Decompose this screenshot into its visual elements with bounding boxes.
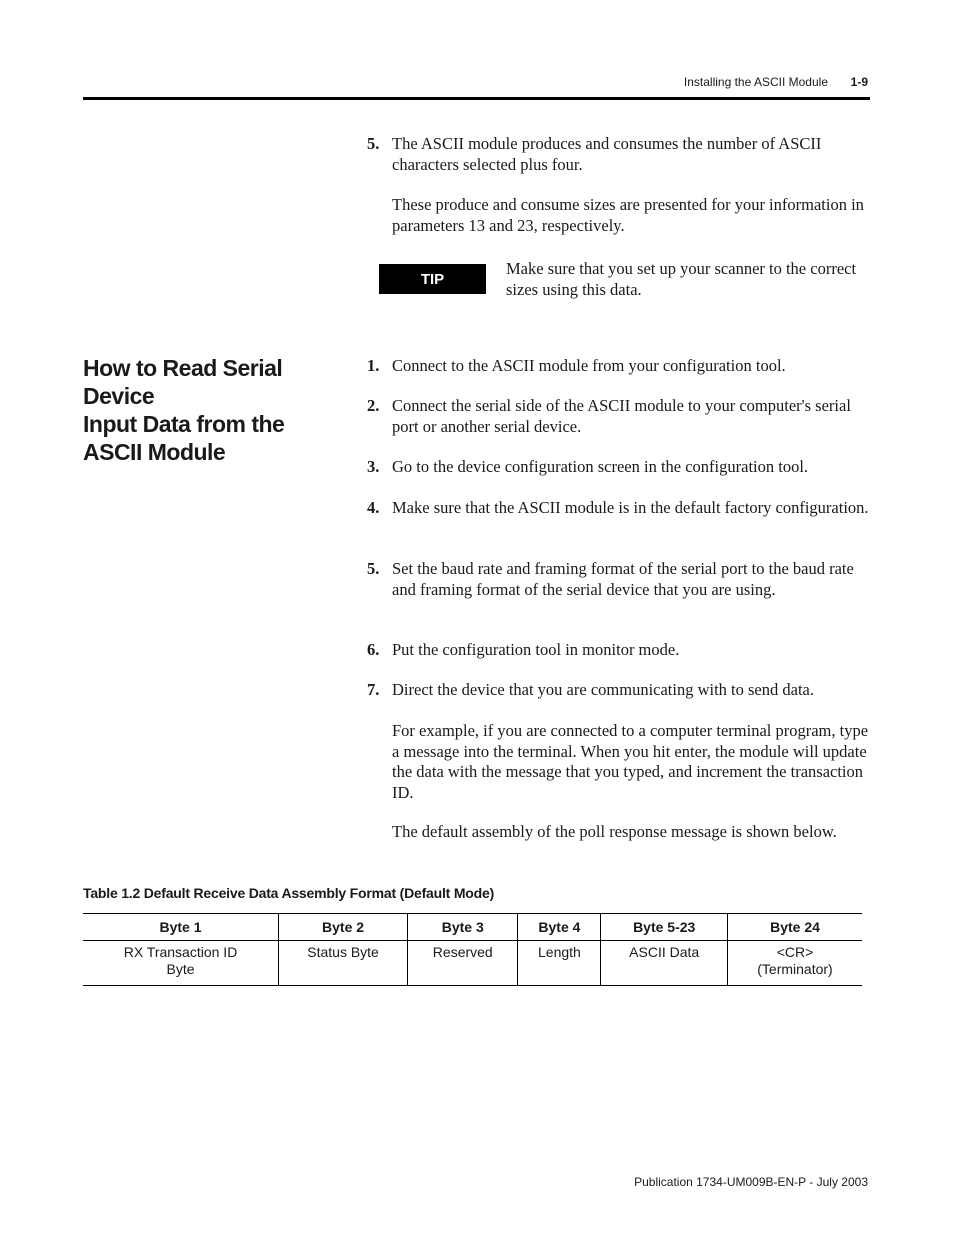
data-table	[83, 913, 862, 986]
column-header: Byte 4	[518, 914, 601, 941]
step-text: The ASCII module produces and consumes the number of ASCII characters selected plus four.	[392, 134, 822, 174]
list-item	[367, 457, 872, 478]
column-header: Byte 5-23	[601, 914, 728, 941]
column-header: Byte 1	[83, 914, 279, 941]
cell-text: ASCII Data	[629, 944, 700, 960]
section-heading	[83, 354, 353, 466]
table-caption: Table 1.2 Default Receive Data Assembly Format (Default Mode)	[83, 885, 495, 901]
column-header: Byte 24	[727, 914, 862, 941]
table-cell	[601, 941, 728, 986]
step-number: 7.	[367, 680, 380, 699]
tip-text: Make sure that you set up your scanner to the correct sizes using this data.	[506, 259, 857, 299]
list-item	[367, 680, 872, 701]
list-item	[367, 498, 872, 519]
step-text: Make sure that the ASCII module is in the default factory configuration.	[392, 498, 869, 517]
step-number: 5.	[367, 134, 380, 153]
column-header: Byte 3	[408, 914, 518, 941]
step-text: Go to the device configuration screen in the configuration tool.	[392, 457, 809, 476]
cell-text: Reserved	[432, 944, 493, 960]
table-header-row	[83, 914, 862, 941]
body-paragraph: The default assembly of the poll response message is shown below.	[392, 822, 837, 841]
column-header: Byte 2	[279, 914, 408, 941]
step-number: 6.	[367, 640, 380, 659]
publication-footer: Publication 1734-UM009B-EN-P - July 2003	[634, 1175, 868, 1189]
step-number: 5.	[367, 559, 380, 578]
body-paragraph: For example, if you are connected to a computer terminal program, type a message into the terminal. When you hit enter, the module will update the data with the message that you typed, and increment the transaction ID.	[392, 721, 869, 802]
list-item	[367, 356, 872, 377]
cell-text: (Terminator)	[757, 961, 833, 977]
step-number: 2.	[367, 396, 380, 415]
tip-label: TIP	[379, 264, 486, 294]
step-number: 1.	[367, 356, 380, 375]
section-heading-line: ASCII Module	[83, 439, 226, 465]
table-row	[83, 941, 862, 986]
table-cell	[279, 941, 408, 986]
section-heading-line: Input Data from the	[83, 411, 285, 437]
cell-text: Length	[538, 944, 581, 960]
table-cell	[727, 941, 862, 986]
cell-text: <CR>	[776, 944, 814, 960]
list-item	[367, 640, 872, 661]
step-text: Put the configuration tool in monitor mode.	[392, 640, 680, 659]
step-number: 3.	[367, 457, 380, 476]
list-item	[367, 134, 872, 175]
intro-paragraph: These produce and consume sizes are presented for your information in parameters 13 and 23, respectively.	[392, 195, 864, 235]
cell-text: Byte	[166, 961, 195, 977]
page-number: 1-9	[850, 75, 868, 89]
running-header-title: Installing the ASCII Module	[683, 75, 828, 89]
table-cell	[83, 941, 279, 986]
list-item	[367, 396, 872, 437]
table-cell	[518, 941, 601, 986]
step-number: 4.	[367, 498, 380, 517]
list-item	[367, 559, 872, 600]
step-text: Set the baud rate and framing format of the serial port to the baud rate and framing format of the serial device that you are using.	[392, 559, 854, 599]
step-text: Connect the serial side of the ASCII module to your computer's serial port or another serial device.	[392, 396, 851, 436]
table-cell	[408, 941, 518, 986]
cell-text: Status Byte	[307, 944, 379, 960]
section-heading-line: How to Read Serial Device	[83, 355, 283, 409]
cell-text: RX Transaction ID	[123, 944, 238, 960]
step-text: Direct the device that you are communicating with to send data.	[392, 680, 814, 699]
header-rule	[83, 97, 870, 100]
step-text: Connect to the ASCII module from your configuration tool.	[392, 356, 786, 375]
